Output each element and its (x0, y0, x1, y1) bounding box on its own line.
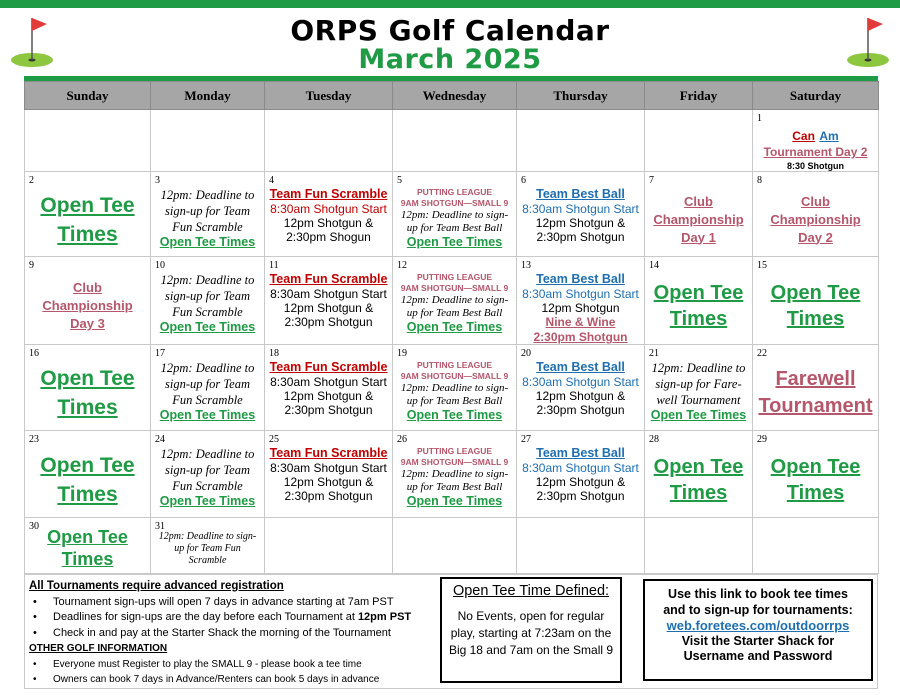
foretees-link[interactable]: web.foretees.com/outdoorrps (666, 618, 850, 633)
calendar-week (25, 431, 879, 518)
info-item: • Everyone must Register to play the SMALL 9 - please book a tee time (29, 657, 439, 673)
nine-and-wine-link[interactable]: Nine & Wine 2:30pm Shotgun (533, 315, 628, 344)
day-cell-17 (151, 345, 265, 431)
day-number: 2 (29, 175, 34, 186)
open-tee-times-link[interactable]: Open Tee Times (159, 235, 256, 249)
open-tee-times-link[interactable]: Open Tee Times (40, 367, 135, 419)
farewell-tournament-link[interactable]: Farewell Tournament (758, 368, 873, 417)
weekday-wednesday: Wednesday (393, 82, 517, 110)
day-number: 15 (757, 260, 767, 271)
open-tee-times-link[interactable]: Open Tee Times (406, 494, 503, 508)
day-number: 25 (269, 434, 279, 445)
deadline-text: 12pm: Deadline to sign-up for Team Fun Scramble (160, 188, 255, 234)
empty-day-cell (393, 110, 517, 172)
day-cell-5 (393, 172, 517, 257)
event-start: 8:30am Shotgun Start (270, 202, 387, 216)
day-number: 9 (29, 260, 34, 271)
day-number: 14 (649, 260, 659, 271)
open-tee-times-link[interactable]: Open Tee Times (159, 494, 256, 508)
day-number: 23 (29, 434, 39, 445)
day-number: 3 (155, 175, 160, 186)
day-cell-9 (25, 257, 151, 345)
open-tee-times-link[interactable]: Open Tee Times (653, 282, 744, 330)
event-link[interactable]: Team Fun Scramble (269, 360, 388, 374)
day-number: 1 (757, 113, 762, 124)
event-start: 8:30am Shotgun Start (270, 375, 387, 389)
event-start: 8:30am Shotgun Start (270, 287, 387, 301)
deadline-text: 12pm: Deadline to sign- up for Team Best Ball (400, 468, 509, 493)
am-label[interactable]: Am (819, 129, 839, 143)
day-cell-27 (517, 431, 645, 518)
day-number: 12 (397, 260, 407, 271)
page-subtitle: March 2025 (358, 44, 542, 75)
shotgun-times: 12pm Shotgun & 2:30pm Shotgun (535, 216, 626, 244)
event-link[interactable]: Club Championship Day 1 (653, 193, 744, 245)
open-tee-times-link[interactable]: Open Tee Times (159, 320, 256, 334)
day-number: 11 (269, 260, 279, 271)
definition-heading: Open Tee Time Defined: (452, 583, 610, 599)
deadline-text: 12pm: Deadline to sign-up for Fare- well Tournament (651, 361, 746, 407)
calendar-grid (24, 81, 879, 574)
shotgun-times: 12pm Shotgun & 2:30pm Shotgun (283, 389, 374, 417)
shotgun-times: 12pm Shotgun & 2:30pm Shotgun (283, 301, 374, 329)
event-link[interactable]: Team Best Ball (536, 360, 625, 374)
other-info-heading: OTHER GOLF INFORMATION (29, 643, 168, 654)
day-number: 22 (757, 348, 767, 359)
empty-day-cell (265, 110, 393, 172)
event-time: 8:30 Shotgun (786, 161, 844, 171)
weekday-sunday: Sunday (25, 82, 151, 110)
day-cell-24 (151, 431, 265, 518)
weekday-monday: Monday (151, 82, 265, 110)
day-number: 30 (29, 521, 39, 532)
empty-day-cell (517, 110, 645, 172)
weekday-thursday: Thursday (517, 82, 645, 110)
weekday-friday: Friday (645, 82, 753, 110)
empty-day-cell (645, 518, 753, 574)
day-number: 6 (521, 175, 526, 186)
day-cell-15 (753, 257, 879, 345)
empty-day-cell (265, 518, 393, 574)
shotgun-times: 12pm Shotgun & 2:30pm Shotgun (535, 475, 626, 503)
putting-league-text: PUTTING LEAGUE 9AM SHOTGUN—SMALL 9 (400, 272, 509, 293)
open-tee-times-link[interactable] (40, 191, 134, 249)
booking-link-box (643, 579, 873, 681)
weekday-tuesday: Tuesday (265, 82, 393, 110)
empty-day-cell (151, 110, 265, 172)
open-tee-times-link[interactable]: Open Tee Times (770, 455, 861, 504)
day-number: 10 (155, 260, 165, 271)
day-cell-4 (265, 172, 393, 257)
open-tee-times-link[interactable]: Open Tee Times (406, 408, 503, 422)
day-cell-26 (393, 431, 517, 518)
deadline-text: 12pm: Deadline to sign-up for Team Fun Scramble (160, 447, 255, 493)
day-cell-28 (645, 431, 753, 518)
event-start: 8:30am Shotgun Start (522, 375, 639, 389)
empty-day-cell (645, 110, 753, 172)
rules-heading: All Tournaments require advanced registration (29, 580, 284, 592)
day-number: 24 (155, 434, 165, 445)
top-green-bar (0, 0, 900, 8)
day-number: 17 (155, 348, 165, 359)
deadline-text: 12pm: Deadline to sign- up for Team Best Ball (400, 209, 509, 234)
event-link[interactable]: Club Championship Day 2 (770, 193, 861, 245)
deadline-text: 12pm: Deadline to sign-up for Team Fun Scramble (160, 273, 255, 319)
event-start: 8:30am Shotgun Start (522, 202, 639, 216)
calendar-week (25, 257, 879, 345)
can-label[interactable]: Can (792, 129, 815, 143)
event-link[interactable]: Team Fun Scramble (269, 187, 388, 201)
weekday-header-row (25, 82, 879, 110)
open-tee-line: Times (57, 222, 118, 246)
day-number: 31 (155, 521, 165, 532)
rules-list (29, 595, 439, 642)
link-text: and to sign-up for tournaments: (663, 602, 853, 617)
day-cell-14 (645, 257, 753, 345)
day-cell-11 (265, 257, 393, 345)
day-number: 21 (649, 348, 659, 359)
empty-day-cell (393, 518, 517, 574)
footer-info (24, 574, 878, 689)
day-cell-12 (393, 257, 517, 345)
deadline-text: 12pm: Deadline to sign- up for Team Best Ball (400, 382, 509, 407)
open-tee-times-link[interactable]: Open Tee Times (770, 282, 861, 330)
open-tee-times-link[interactable]: Open Tee Times (406, 320, 503, 334)
day-number: 27 (521, 434, 531, 445)
day-cell-10 (151, 257, 265, 345)
shotgun-times: 12pm Shotgun & 2:30pm Shotgun (283, 475, 374, 503)
event-link[interactable]: Team Best Ball (536, 187, 625, 201)
day-cell-18 (265, 345, 393, 431)
day-number: 19 (397, 348, 407, 359)
open-tee-times-link[interactable]: Open Tee Times (159, 408, 256, 422)
shotgun-times: 12pm Shotgun (541, 301, 620, 315)
day-cell-6 (517, 172, 645, 257)
rule-item: • Deadlines for sign-ups are the day before each Tournament at 12pm PST (29, 610, 439, 626)
event-link[interactable]: Team Best Ball (536, 272, 625, 286)
open-tee-times-link[interactable]: Open Tee Times (40, 453, 135, 506)
weekday-saturday: Saturday (753, 82, 879, 110)
day-cell-30 (25, 518, 151, 574)
shotgun-times: 12pm Shotgun & 2:30pm Shogun (283, 216, 374, 244)
calendar-week (25, 172, 879, 257)
calendar-week (25, 110, 879, 172)
link-text: Use this link to book tee times (668, 587, 848, 601)
day-number: 13 (521, 260, 531, 271)
day-cell-16 (25, 345, 151, 431)
day-cell-23 (25, 431, 151, 518)
day-cell-7 (645, 172, 753, 257)
event-link[interactable]: Team Best Ball (536, 446, 625, 460)
empty-day-cell (517, 518, 645, 574)
other-info-list (29, 657, 439, 688)
info-item: • Owners can book 7 days in Advance/Renters can book 5 days in advance (29, 672, 439, 688)
day-cell-29 (753, 431, 879, 518)
open-tee-times-link[interactable]: Open Tee Times (653, 455, 744, 504)
deadline-text: 12pm: Deadline to sign-up for Team Fun Scramble (160, 361, 255, 407)
event-link[interactable]: Team Fun Scramble (269, 446, 388, 460)
event-start: 8:30am Shotgun Start (522, 287, 639, 301)
empty-day-cell (25, 110, 151, 172)
open-tee-times-link[interactable]: Open Tee Times (406, 235, 503, 249)
day-number: 16 (29, 348, 39, 359)
day-number: 26 (397, 434, 407, 445)
day-cell-13 (517, 257, 645, 345)
day-number: 7 (649, 175, 654, 186)
definition-text: No Events, open for regular play, starting at 7:23am on the Big 18 and 7am on the Small 9 (448, 609, 614, 657)
shotgun-times: 12pm Shotgun & 2:30pm Shotgun (535, 389, 626, 417)
day-cell-8 (753, 172, 879, 257)
page-title: ORPS Golf Calendar (290, 14, 610, 47)
day-number: 29 (757, 434, 767, 445)
day-cell-19 (393, 345, 517, 431)
day-cell-25 (265, 431, 393, 518)
day-number: 20 (521, 348, 531, 359)
day-cell-3 (151, 172, 265, 257)
deadline-text: 12pm: Deadline to sign- up for Team Best Ball (400, 294, 509, 319)
day-cell-2 (25, 172, 151, 257)
open-tee-times-link[interactable]: Open Tee Times (47, 526, 128, 569)
rule-item: • Check in and pay at the Starter Shack the morning of the Tournament (29, 626, 439, 642)
putting-league-text: PUTTING LEAGUE 9AM SHOTGUN—SMALL 9 (400, 446, 509, 467)
empty-day-cell (753, 518, 879, 574)
event-link[interactable]: Club Championship Day 3 (42, 280, 133, 331)
open-tee-times-link[interactable]: Open Tee Times (650, 408, 747, 422)
day-number: 5 (397, 175, 402, 186)
day-cell-1 (753, 110, 879, 172)
rule-item: • Tournament sign-ups will open 7 days in advance starting at 7am PST (29, 595, 439, 611)
putting-league-text: PUTTING LEAGUE 9AM SHOTGUN—SMALL 9 (400, 360, 509, 381)
day-number: 8 (757, 175, 762, 186)
deadline-text: 12pm: Deadline to sign- up for Team Fun Scramble (158, 531, 257, 566)
day-cell-22 (753, 345, 879, 431)
link-text: Visit the Starter Shack for (681, 633, 835, 648)
day-cell-31 (151, 518, 265, 574)
day-cell-21 (645, 345, 753, 431)
calendar-week (25, 345, 879, 431)
day-number: 28 (649, 434, 659, 445)
day-number: 18 (269, 348, 279, 359)
event-start: 8:30am Shotgun Start (522, 461, 639, 475)
day-cell-20 (517, 345, 645, 431)
event-start: 8:30am Shotgun Start (270, 461, 387, 475)
link-text: Username and Password (683, 649, 833, 663)
calendar-week (25, 518, 879, 574)
putting-league-text: PUTTING LEAGUE 9AM SHOTGUN—SMALL 9 (400, 187, 509, 208)
open-tee-line: Open Tee (40, 193, 135, 217)
event-link[interactable]: Team Fun Scramble (269, 272, 388, 286)
event-link[interactable]: Tournament Day 2 (763, 145, 868, 159)
tournament-rules (29, 579, 439, 688)
day-number: 4 (269, 175, 274, 186)
open-tee-definition-box (440, 577, 622, 683)
